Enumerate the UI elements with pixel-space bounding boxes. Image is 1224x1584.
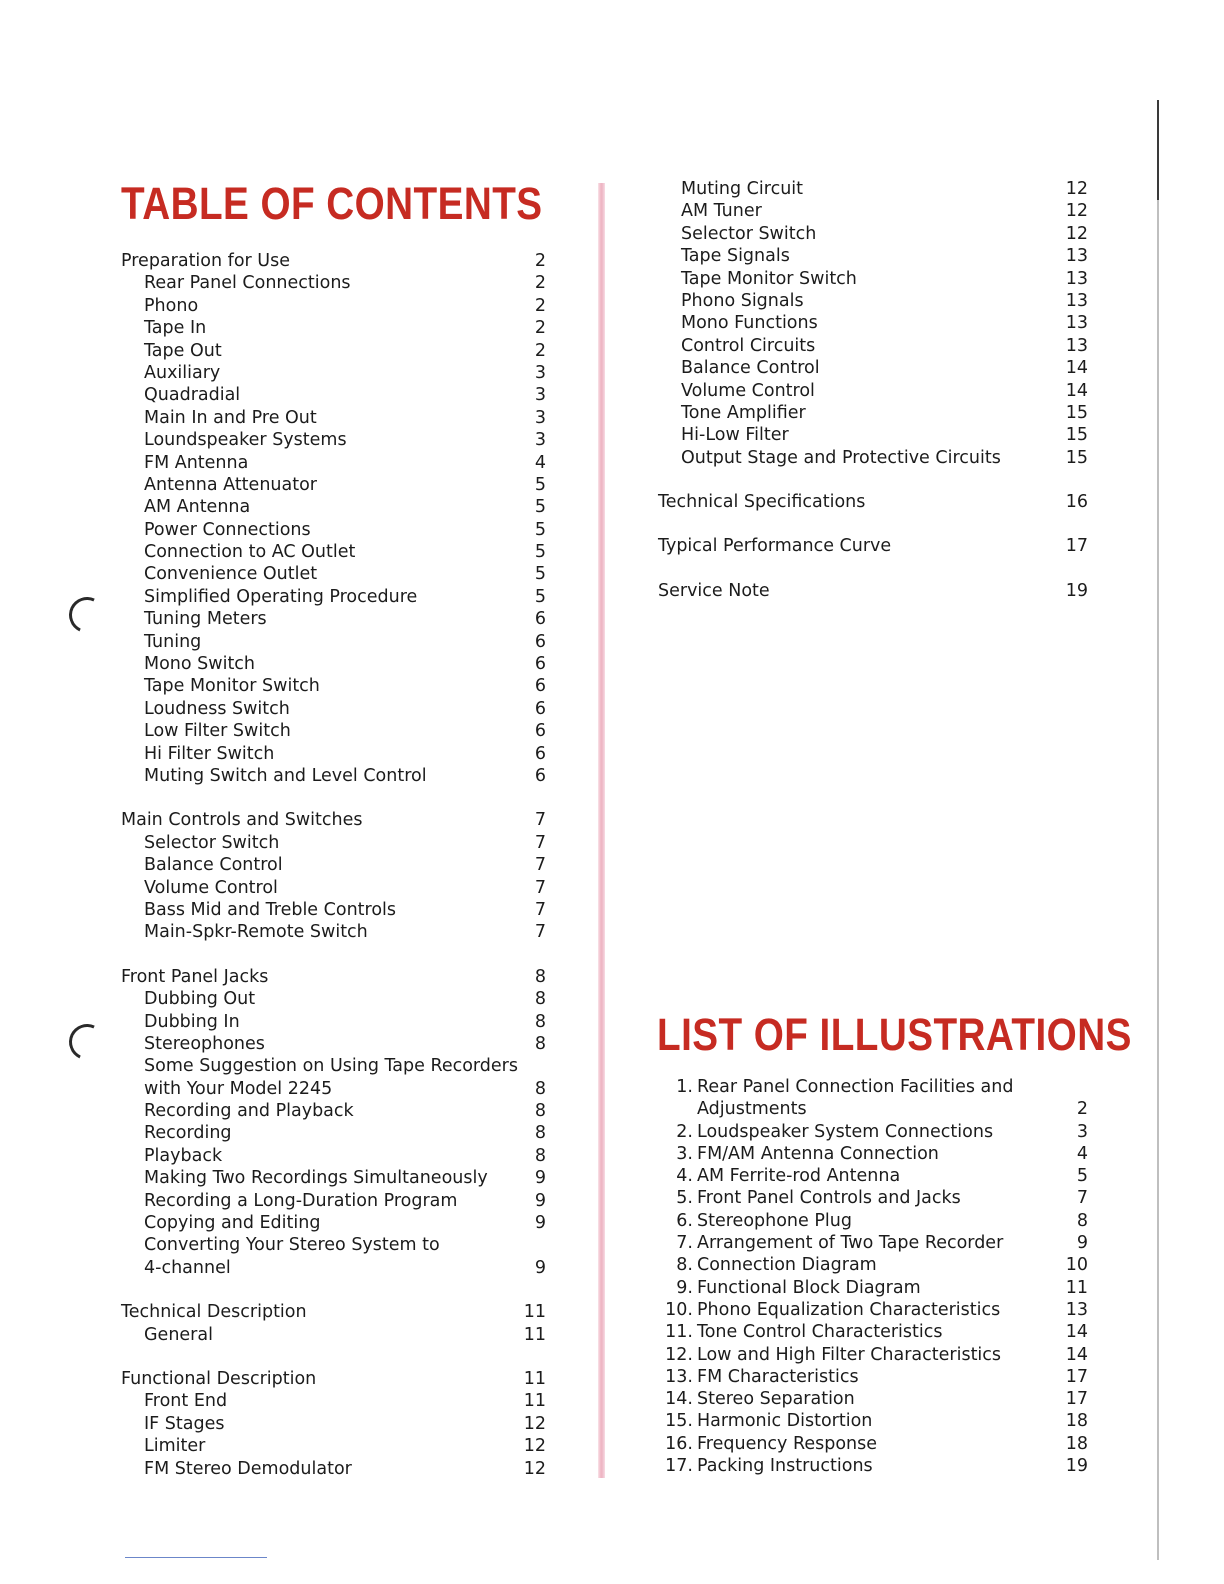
toc-entry [121,608,551,630]
toc-entry [121,384,551,406]
toc-entry [658,245,1088,267]
illustration-page: 3 [1076,1121,1088,1142]
illustration-page: 7 [1076,1188,1088,1209]
toc-entry-page: 3 [534,407,546,428]
toc-entry-label: Technical Description [121,1302,307,1323]
toc-entry-page: 11 [523,1302,546,1323]
illustration-label: Connection Diagram [697,1255,877,1276]
illustration-entry [658,1410,1088,1432]
illustration-entry [658,1076,1088,1098]
toc-entry-page: 15 [1065,447,1088,468]
illustration-number: 13. [665,1366,693,1387]
toc-entry [121,675,551,697]
illustration-entry [658,1165,1088,1187]
toc-entry [121,474,551,496]
toc-entry [658,312,1088,334]
illustration-entry [658,1455,1088,1477]
toc-entry [121,586,551,608]
toc-entry-label: Preparation for Use [121,251,290,271]
toc-entry [121,1257,551,1279]
illustration-number: 2. [676,1121,693,1142]
toc-entry [121,698,551,720]
toc-entry-page: 15 [1065,402,1088,423]
illustration-entry [658,1210,1088,1232]
toc-entry-page: 11 [523,1324,546,1345]
toc-entry [121,1190,551,1212]
toc-entry-label: FM Stereo Demodulator [144,1458,352,1479]
toc-entry [658,178,1088,200]
illustration-entry [658,1143,1088,1165]
toc-entry-page: 2 [534,340,546,361]
toc-entry [121,429,551,451]
toc-entry-page: 14 [1065,380,1088,401]
toc-entry [121,720,551,742]
illustration-entry [658,1433,1088,1455]
toc-entry-label: Tape Signals [681,246,790,267]
toc-entry-label: Volume Control [144,877,278,898]
toc-entry [121,631,551,653]
illustration-entry [658,1277,1088,1299]
toc-entry [121,988,551,1010]
toc-entry-page: 4 [534,452,546,473]
toc-entry [121,1212,551,1234]
toc-entry [121,1167,551,1189]
toc-entry-page: 12 [1065,223,1088,244]
toc-entry-page: 2 [534,273,546,294]
toc-entry-label: Loudness Switch [144,698,290,719]
illustration-page: 18 [1065,1411,1088,1432]
toc-entry-label: Hi Filter Switch [144,743,275,764]
page-edge-shadow [1157,100,1159,200]
toc-entry [121,809,551,831]
toc-entry-page: 7 [534,922,546,943]
toc-entry [658,424,1088,446]
illustration-page: 14 [1065,1322,1088,1343]
toc-entry [658,491,1088,513]
toc-entry-label: Muting Switch and Level Control [144,765,427,786]
toc-entry-page: 5 [534,474,546,495]
toc-entry-label: AM Tuner [681,201,762,222]
illustration-number: 17. [665,1456,693,1477]
toc-heading: TABLE OF CONTENTS [121,178,543,229]
toc-entry-page: 6 [534,721,546,742]
illustration-label: Functional Block Diagram [697,1277,921,1298]
illustration-number: 15. [665,1411,693,1432]
toc-entry [121,921,551,943]
toc-entry-label: Selector Switch [681,223,817,244]
toc-entry-label: Quadradial [144,385,241,406]
illustration-entry [658,1187,1088,1209]
toc-entry-label: Tape In [144,318,207,339]
toc-entry [121,250,551,272]
illustration-number: 5. [676,1188,693,1209]
page-edge-line [1157,100,1159,1560]
toc-entry-label: Functional Description [121,1368,317,1389]
illustration-label: AM Ferrite-rod Antenna [697,1166,901,1187]
illustration-entry [658,1121,1088,1143]
toc-entry [658,223,1088,245]
toc-entry-page: 8 [534,966,546,987]
toc-entry-label: FM Antenna [144,452,249,473]
toc-entry-page: 12 [1065,179,1088,199]
illustration-label: Packing Instructions [697,1456,873,1477]
toc-entry-label: Some Suggestion on Using Tape Recorders [144,1056,518,1077]
toc-entry-label: Main In and Pre Out [144,407,317,428]
illustration-number: 7. [676,1233,693,1254]
toc-entry [658,447,1088,469]
toc-entry-label: Mono Switch [144,654,256,675]
toc-entry [121,519,551,541]
illustration-label: Stereophone Plug [697,1210,852,1231]
toc-entry-label: Recording [144,1123,232,1144]
toc-entry-label: Tuning [144,631,202,652]
toc-entry-label: Technical Specifications [658,492,866,513]
illustration-entry [658,1098,1088,1120]
toc-entry [121,1078,551,1100]
toc-entry [658,402,1088,424]
toc-entry-label: Tape Monitor Switch [681,268,857,289]
toc-entry-label: Balance Control [144,855,283,876]
illustration-page: 2 [1076,1099,1088,1120]
toc-entry [121,362,551,384]
illustrations-heading: LIST OF ILLUSTRATIONS [657,1009,1132,1060]
illustration-entry [658,1388,1088,1410]
toc-entry-label: Tuning Meters [144,609,267,630]
toc-entry [121,1368,551,1390]
illustration-entry [658,1232,1088,1254]
toc-entry-page: 6 [534,765,546,786]
toc-entry-page: 13 [1065,290,1088,311]
toc-entry [658,335,1088,357]
toc-entry [121,653,551,675]
toc-entry [121,854,551,876]
toc-entry-page: 7 [534,877,546,898]
toc-entry-label: Playback [144,1145,223,1166]
toc-entry-label: Making Two Recordings Simultaneously [144,1168,488,1189]
toc-entry-label: Hi-Low Filter [681,425,789,446]
toc-entry-page: 8 [534,1078,546,1099]
toc-entry-page: 12 [523,1436,546,1457]
toc-entry [121,1033,551,1055]
toc-entry-page: 12 [1065,201,1088,222]
toc-entry-page: 3 [534,430,546,451]
toc-entry-label: Antenna Attenuator [144,474,317,495]
illustration-page: 4 [1076,1143,1088,1164]
toc-entry-label: Rear Panel Connections [144,273,351,294]
toc-entry [121,1055,551,1077]
toc-entry [121,1324,551,1346]
toc-entry-page: 6 [534,676,546,697]
toc-entry-page: 6 [534,654,546,675]
illustration-number: 8. [676,1255,693,1276]
toc-entry [658,357,1088,379]
toc-entry [121,966,551,988]
toc-entry-page: 2 [534,318,546,339]
toc-entry-label: Dubbing In [144,1011,240,1032]
toc-entry [658,200,1088,222]
toc-entry-page: 6 [534,698,546,719]
toc-entry-page: 11 [523,1368,546,1389]
toc-entry-label: Loundspeaker Systems [144,430,347,451]
toc-entry [121,1145,551,1167]
toc-entry [121,295,551,317]
illustration-label: Loudspeaker System Connections [697,1121,994,1142]
toc-entry [121,407,551,429]
toc-entry-page: 13 [1065,313,1088,334]
toc-entry-page: 13 [1065,335,1088,356]
illustration-number: 11. [665,1322,693,1343]
illustrations-list [658,1076,1088,1477]
toc-entry [121,1122,551,1144]
toc-entry-page: 5 [534,586,546,607]
toc-entry-label: Stereophones [144,1033,265,1054]
toc-entry-label: Main-Spkr-Remote Switch [144,922,368,943]
toc-entry-label: Phono Signals [681,290,804,311]
illustration-number: 3. [676,1143,693,1164]
toc-entry [121,877,551,899]
illustration-entry [658,1254,1088,1276]
toc-entry-label: Selector Switch [144,832,280,853]
toc-entry-page: 2 [534,251,546,271]
illustration-number: 10. [665,1299,693,1320]
toc-entry-page: 19 [1065,580,1088,601]
toc-entry-page: 13 [1065,268,1088,289]
toc-entry-page: 2 [534,295,546,316]
toc-entry-page: 9 [534,1190,546,1211]
toc-left-column [121,250,551,1480]
toc-entry [658,290,1088,312]
toc-entry [121,1011,551,1033]
toc-entry [121,1435,551,1457]
illustration-label: Harmonic Distortion [697,1411,873,1432]
illustration-entry [658,1366,1088,1388]
toc-entry-page: 7 [534,810,546,831]
illustration-label: FM/AM Antenna Connection [697,1143,939,1164]
toc-entry [121,1100,551,1122]
toc-entry-label: Volume Control [681,380,815,401]
toc-entry [121,1301,551,1323]
toc-entry-page: 16 [1065,492,1088,513]
toc-entry-page: 7 [534,899,546,920]
toc-entry-page: 3 [534,362,546,383]
toc-entry-label: with Your Model 2245 [144,1078,333,1099]
toc-entry-page: 17 [1065,536,1088,557]
toc-entry-label: Copying and Editing [144,1213,321,1234]
toc-entry-page: 13 [1065,246,1088,267]
illustration-label: Arrangement of Two Tape Recorder [697,1233,1004,1254]
toc-entry-page: 6 [534,609,546,630]
toc-entry-page: 8 [534,1145,546,1166]
toc-entry-label: Control Circuits [681,335,816,356]
toc-entry-page: 8 [534,1123,546,1144]
toc-entry-label: Bass Mid and Treble Controls [144,899,397,920]
toc-entry [121,832,551,854]
toc-entry [121,317,551,339]
illustration-entry [658,1344,1088,1366]
toc-entry-label: Tape Out [144,340,222,361]
toc-entry [121,1413,551,1435]
toc-right-column [658,178,1088,602]
toc-entry-page: 5 [534,564,546,585]
toc-entry-page: 9 [534,1213,546,1234]
toc-entry [658,535,1088,557]
toc-entry-label: Main Controls and Switches [121,810,363,831]
toc-entry-label: Recording a Long-Duration Program [144,1190,458,1211]
toc-entry-label: Muting Circuit [681,179,804,199]
illustration-label: Front Panel Controls and Jacks [697,1188,961,1209]
toc-entry-page: 3 [534,385,546,406]
toc-entry [121,1234,551,1256]
toc-entry [658,580,1088,602]
toc-entry-label: Balance Control [681,358,820,379]
toc-entry-label: Output Stage and Protective Circuits [681,447,1001,468]
illustration-page: 10 [1065,1255,1088,1276]
toc-entry-label: Low Filter Switch [144,721,291,742]
punch-hole-icon [64,592,110,638]
illustration-page: 8 [1076,1210,1088,1231]
illustration-page: 17 [1065,1366,1088,1387]
illustration-label: Low and High Filter Characteristics [697,1344,1002,1365]
illustration-entry [658,1321,1088,1343]
illustration-number: 12. [665,1344,693,1365]
illustration-number: 4. [676,1166,693,1187]
toc-entry-label: Auxiliary [144,362,221,383]
toc-entry-page: 8 [534,1101,546,1122]
illustration-page: 13 [1065,1299,1088,1320]
toc-entry-page: 9 [534,1257,546,1278]
toc-entry [658,380,1088,402]
illustration-page: 14 [1065,1344,1088,1365]
toc-entry-page: 12 [523,1458,546,1479]
toc-entry [121,541,551,563]
punch-hole-icon [64,1019,110,1065]
toc-entry-label: Tape Monitor Switch [144,676,320,697]
toc-entry-label: Service Note [658,580,770,601]
toc-entry [121,272,551,294]
toc-entry-label: Limiter [144,1436,206,1457]
illustration-page: 5 [1076,1166,1088,1187]
toc-entry-label: Mono Functions [681,313,818,334]
illustration-label: Adjustments [697,1099,807,1120]
illustration-label: Tone Control Characteristics [697,1322,943,1343]
toc-entry [121,743,551,765]
toc-entry [121,765,551,787]
illustration-entry [658,1299,1088,1321]
toc-entry-label: Convenience Outlet [144,564,318,585]
illustration-page: 18 [1065,1433,1088,1454]
toc-entry-label: Converting Your Stereo System to [144,1235,440,1256]
toc-entry-page: 8 [534,989,546,1010]
toc-entry-page: 6 [534,631,546,652]
toc-entry [121,563,551,585]
toc-entry-label: 4-channel [144,1257,231,1278]
toc-entry [121,496,551,518]
illustration-number: 14. [665,1389,693,1410]
toc-entry-label: Power Connections [144,519,311,540]
toc-entry-label: AM Antenna [144,497,251,518]
illustration-number: 16. [665,1433,693,1454]
toc-entry-label: Front End [144,1391,228,1412]
toc-entry [121,1390,551,1412]
binding-margin-line [598,183,605,1478]
illustration-page: 9 [1076,1233,1088,1254]
illustration-label: Frequency Response [697,1433,878,1454]
illustration-label: FM Characteristics [697,1366,859,1387]
illustration-label: Phono Equalization Characteristics [697,1299,1001,1320]
toc-entry-page: 14 [1065,358,1088,379]
toc-entry-page: 7 [534,855,546,876]
toc-entry [121,1458,551,1480]
toc-entry-label: General [144,1324,213,1345]
toc-entry-label: Dubbing Out [144,989,256,1010]
toc-entry-page: 7 [534,832,546,853]
toc-entry-page: 5 [534,542,546,563]
toc-entry-page: 8 [534,1011,546,1032]
toc-entry-page: 11 [523,1391,546,1412]
toc-entry-page: 5 [534,519,546,540]
toc-entry-page: 5 [534,497,546,518]
toc-entry [121,340,551,362]
illustration-number: 9. [676,1277,693,1298]
footer-rule [125,1557,267,1558]
toc-entry-label: Front Panel Jacks [121,966,269,987]
illustration-page: 11 [1065,1277,1088,1298]
toc-entry [121,899,551,921]
toc-entry-page: 6 [534,743,546,764]
illustration-label: Stereo Separation [697,1389,855,1410]
illustration-number: 1. [676,1077,693,1097]
illustration-page: 19 [1065,1456,1088,1477]
illustration-label: Rear Panel Connection Facilities and [697,1077,1014,1097]
toc-entry-label: Recording and Playback [144,1101,354,1122]
toc-entry-page: 8 [534,1033,546,1054]
toc-entry [658,268,1088,290]
toc-entry-label: IF Stages [144,1413,225,1434]
toc-entry-page: 9 [534,1168,546,1189]
toc-entry [121,452,551,474]
illustration-page: 17 [1065,1389,1088,1410]
toc-entry-page: 12 [523,1413,546,1434]
toc-entry-label: Typical Performance Curve [658,536,892,557]
toc-entry-page: 15 [1065,425,1088,446]
illustration-number: 6. [676,1210,693,1231]
toc-entry-label: Simplified Operating Procedure [144,586,418,607]
toc-entry-label: Tone Amplifier [681,402,806,423]
toc-entry-label: Phono [144,295,199,316]
toc-entry-label: Connection to AC Outlet [144,542,356,563]
